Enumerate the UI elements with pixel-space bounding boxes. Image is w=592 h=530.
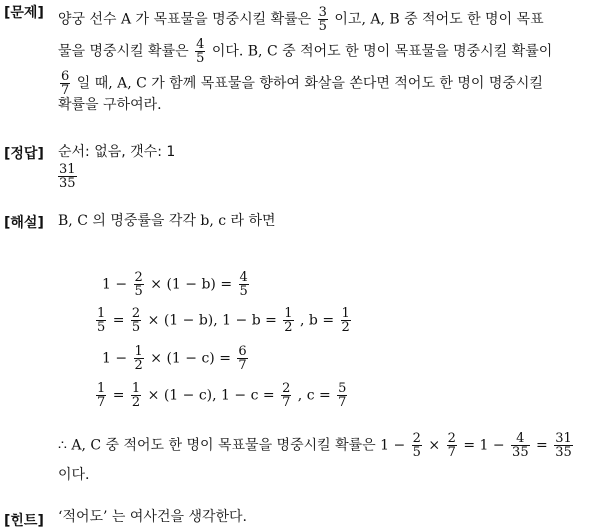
problem-line2-b: 이다. B, C 중 적어도 한 명이 목표물을 명중시킬 확률이 (211, 43, 553, 60)
problem-line1-a: 양궁 선수 A 가 목표물을 명중시킬 확률은 (58, 11, 312, 28)
equation-4: $\frac{1}{7}$ = $\frac{1}{2}$ × (1 − c), 1 − c = $\frac{2}{7}$ , c = $\frac{5}{7}$ (97, 381, 347, 410)
fraction: $\frac{4}{5}$ (196, 37, 205, 66)
equation-3: 1 − $\frac{1}{2}$ × (1 − c) = $\frac{6}{7}$ (102, 344, 247, 373)
problem-line2-a: 물을 명중시킬 확률은 (58, 43, 189, 60)
equation-2: $\frac{1}{5}$ = $\frac{2}{5}$ × (1 − b), 1 − b = $\frac{1}{2}$ , b = $\frac{1}{2}$ (97, 306, 350, 335)
answer-fraction: $\frac{31}{35}$ (59, 162, 76, 191)
conclusion-end: 이다. (58, 467, 90, 483)
problem-line1-b: 이고, A, B 중 적어도 한 명이 목표 (334, 11, 544, 28)
hint-text: ‘적어도’ 는 여사건을 생각한다. (58, 509, 247, 525)
answer-meta: 순서: 없음, 갯수: 1 (58, 144, 176, 160)
problem-line4: 확률을 구하여라. (58, 97, 162, 113)
solution-intro-text: B, C 의 명중률을 각각 b, c 라 하면 (58, 213, 276, 229)
fraction: $\frac{3}{5}$ (318, 5, 327, 34)
equation-1: 1 − $\frac{2}{5}$ × (1 − b) = $\frac{4}{5}$ (102, 270, 248, 299)
answer-label: [정답] (4, 146, 44, 162)
problem-label: [문제] (4, 5, 44, 21)
conclusion-line: ∴ A, C 중 적어도 한 명이 목표물을 명중시킬 확률은 1 − $\frac{2}{5}$ × $\frac{2}{7}$ = 1 − $\frac{4}{35}$ = $\frac{31}{35}$ (58, 431, 572, 460)
hint-label: [힌트] (4, 513, 44, 529)
solution-label: [해설] (4, 215, 44, 231)
fraction: $\frac{6}{7}$ (61, 69, 70, 98)
problem-line3-b: 일 때, A, C 가 함께 목표물을 향하여 화살을 쏜다면 적어도 한 명이 명중시킬 (76, 75, 543, 92)
